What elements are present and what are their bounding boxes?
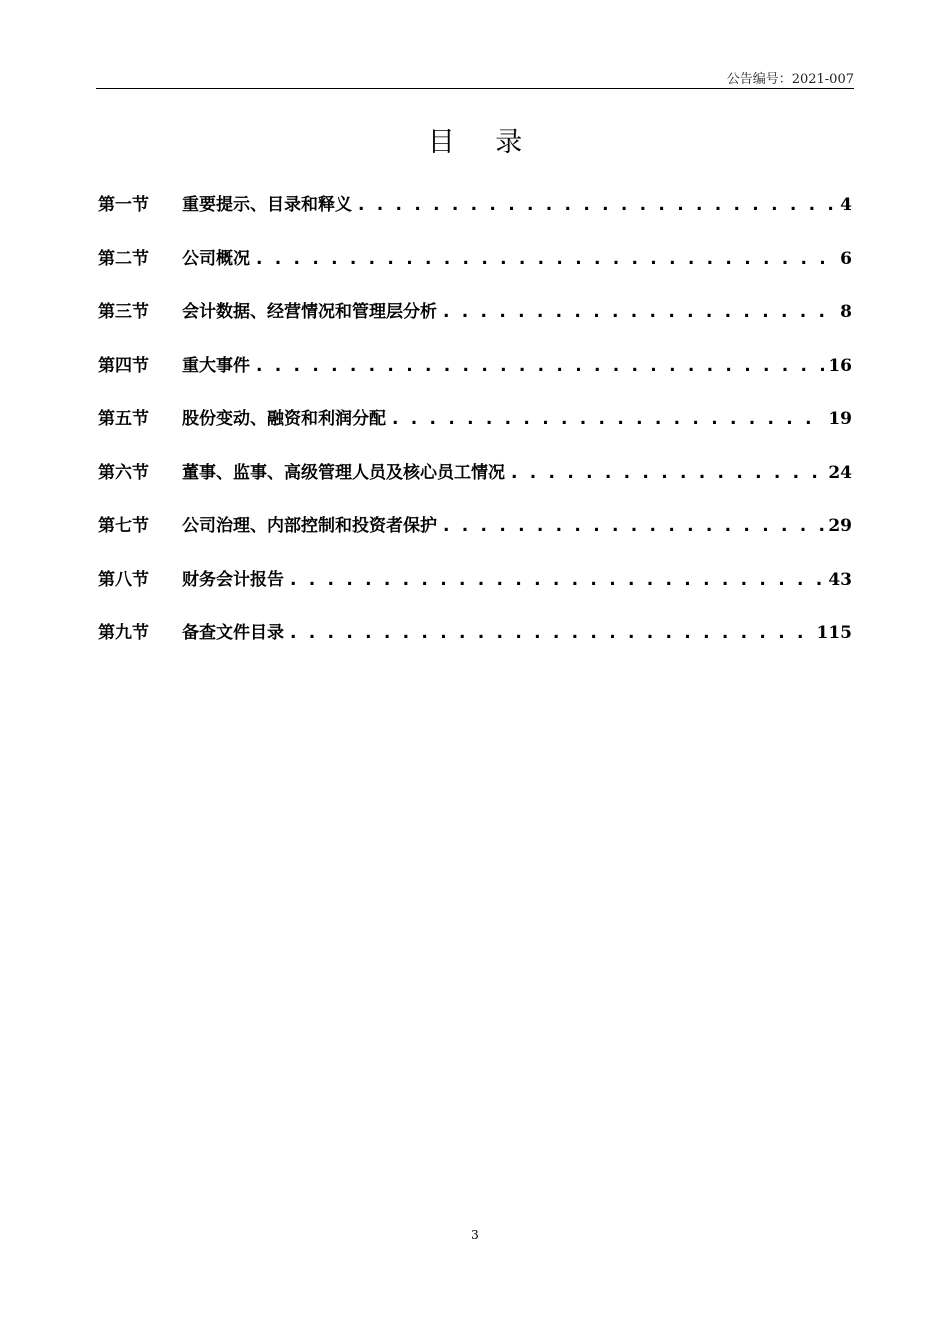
toc-section-number: 第九节: [98, 623, 149, 643]
toc-title: 目 录: [427, 127, 539, 158]
toc-section-title: 公司概况: [182, 248, 250, 269]
toc-section-number: 第二节: [98, 248, 149, 269]
toc-page-number: 29: [828, 516, 852, 536]
toc-page-number: 6: [840, 248, 852, 269]
toc-dot-leader: [358, 195, 836, 215]
toc-section-number: 第七节: [98, 516, 149, 536]
toc-list: [98, 190, 852, 672]
toc-section-number: 第三节: [98, 302, 149, 322]
toc-section-title: 财务会计报告: [182, 569, 284, 590]
toc-page-number: 8: [840, 302, 852, 322]
toc-dot-leader: [511, 463, 824, 483]
toc-entry[interactable]: [98, 565, 852, 619]
toc-page-number: 4: [840, 195, 852, 215]
toc-section-title: 重大事件: [182, 355, 250, 376]
toc-section-number: 第六节: [98, 462, 149, 483]
toc-section-title: 公司治理、内部控制和投资者保护: [182, 516, 437, 536]
toc-entry[interactable]: [98, 190, 852, 244]
toc-entry[interactable]: [98, 297, 852, 351]
toc-section-number: 第八节: [98, 569, 149, 590]
toc-section-title: 董事、监事、高级管理人员及核心员工情况: [182, 462, 505, 483]
toc-section-title: 会计数据、经营情况和管理层分析: [182, 302, 437, 322]
toc-dot-leader: [290, 570, 824, 590]
toc-entry[interactable]: [98, 404, 852, 458]
toc-section-title: 重要提示、目录和释义: [182, 195, 352, 215]
toc-section-number: 第四节: [98, 355, 149, 376]
toc-section-number: 第一节: [98, 195, 149, 215]
toc-page-number: 43: [828, 569, 852, 590]
toc-dot-leader: [443, 516, 824, 536]
header-divider: [96, 88, 854, 89]
toc-entry[interactable]: [98, 244, 852, 298]
toc-entry[interactable]: [98, 511, 852, 565]
toc-dot-leader: [392, 409, 824, 429]
toc-dot-leader: [443, 302, 836, 322]
toc-entry[interactable]: [98, 351, 852, 405]
toc-page-number: 19: [828, 409, 852, 429]
page-number: 3: [471, 1228, 479, 1242]
toc-page-number: 16: [828, 355, 852, 376]
toc-dot-leader: [256, 356, 824, 376]
toc-entry[interactable]: [98, 458, 852, 512]
toc-entry[interactable]: [98, 618, 852, 672]
toc-page-number: 115: [816, 623, 852, 643]
toc-section-title: 股份变动、融资和利润分配: [182, 409, 386, 429]
toc-section-title: 备查文件目录: [182, 623, 284, 643]
announcement-code: 公告编号：2021-007: [726, 72, 854, 87]
toc-section-number: 第五节: [98, 409, 149, 429]
toc-page-number: 24: [828, 462, 852, 483]
toc-dot-leader: [256, 249, 836, 269]
toc-dot-leader: [290, 623, 813, 643]
